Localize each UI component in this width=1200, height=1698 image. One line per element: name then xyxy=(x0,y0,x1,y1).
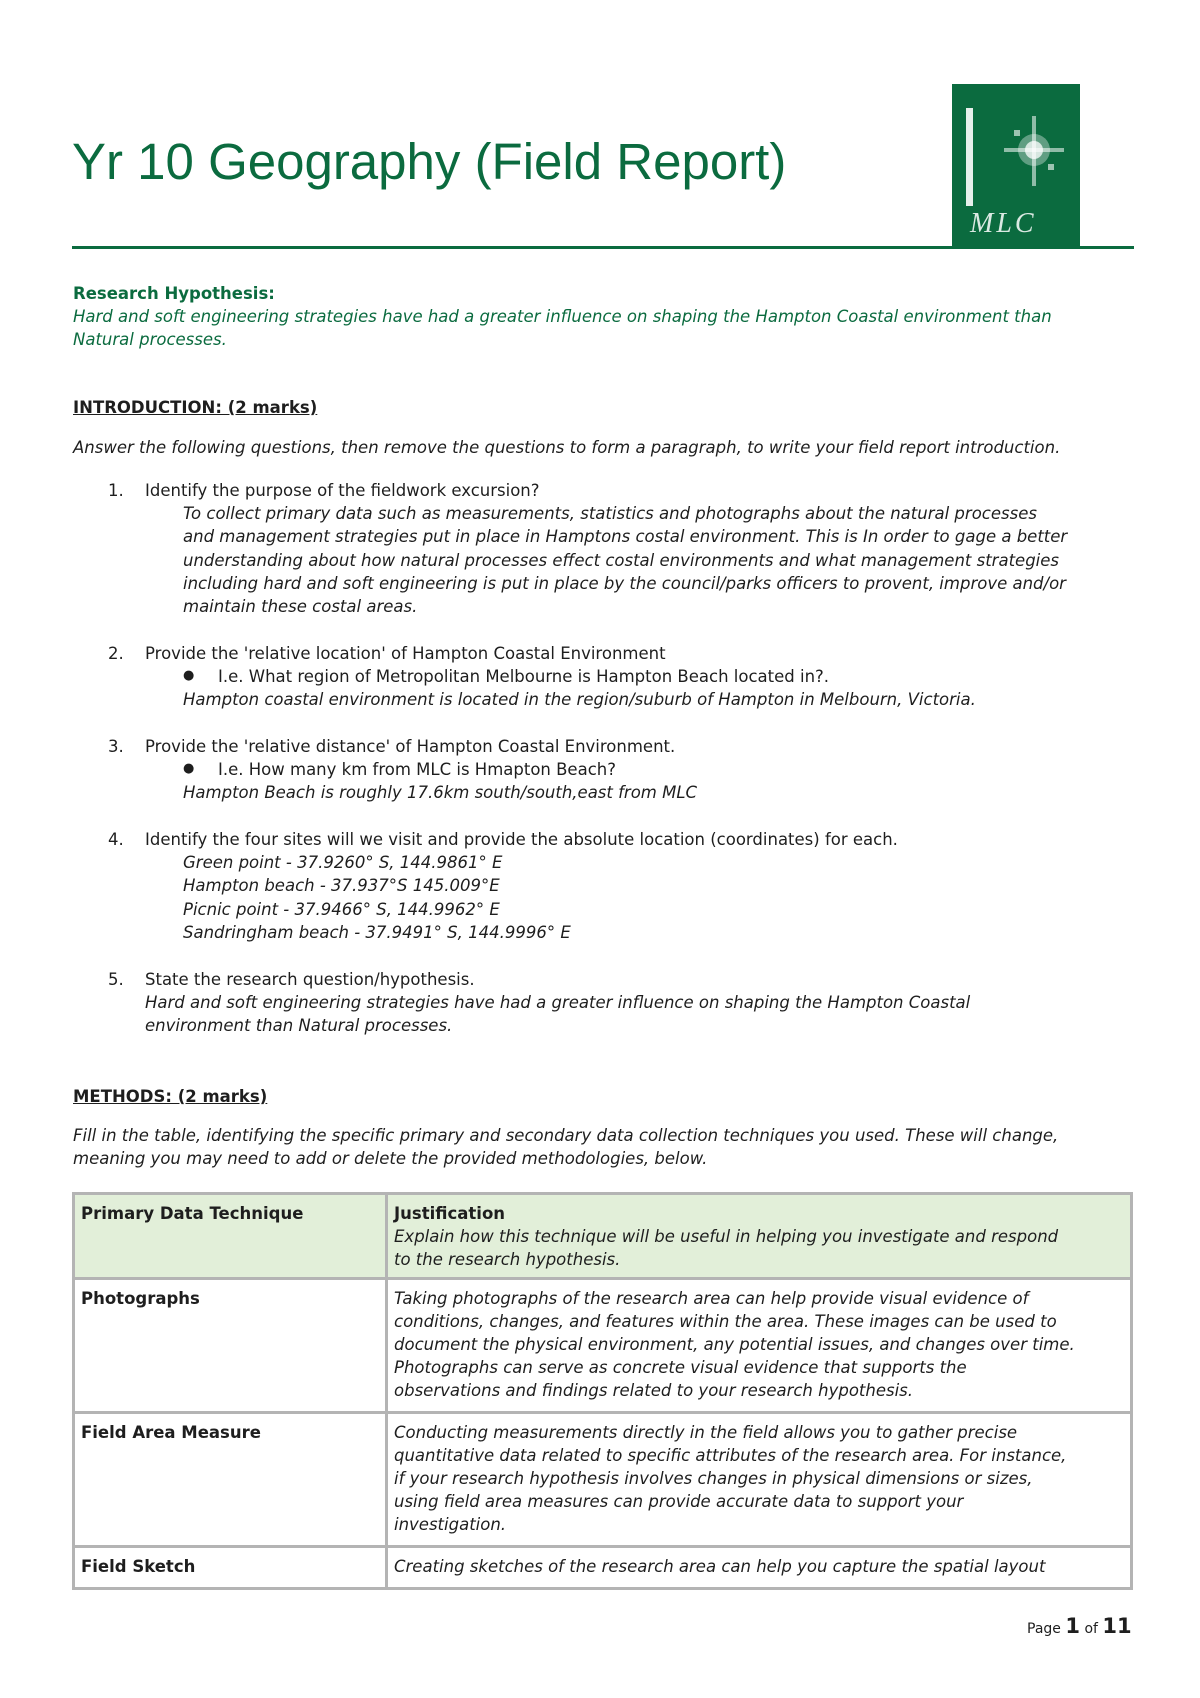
question-number: 2. xyxy=(108,644,124,663)
methods-table xyxy=(72,1192,1133,1590)
site-coordinates: Sandringham beach - 37.9491° S, 144.9996° E xyxy=(183,922,571,942)
question-2: Provide the 'relative location' of Hampton Coastal Environment xyxy=(145,644,666,663)
question-number: 4. xyxy=(108,830,124,849)
technique-cell: Photographs xyxy=(74,1279,387,1413)
answer-3: Hampton Beach is roughly 17.6km south/south,east from MLC xyxy=(183,783,698,802)
answer-1 xyxy=(183,502,1067,618)
mlc-logo-icon xyxy=(952,84,1080,248)
site-coordinates: Green point - 37.9260° S, 144.9861° E xyxy=(183,853,503,872)
justification-header-note: to the research hypothesis. xyxy=(394,1250,621,1269)
logo-text: MLC xyxy=(970,208,1037,239)
justification-line: Photographs can serve as concrete visual evidence that supports the xyxy=(394,1358,967,1377)
site-coordinates: Hampton beach - 37.937°S 145.009°E xyxy=(183,876,500,896)
page-title: Yr 10 Geography (Field Report) xyxy=(72,133,787,190)
answer-5 xyxy=(145,991,970,1038)
of-word: of xyxy=(1084,1621,1098,1637)
header-divider xyxy=(72,246,1134,249)
answer-line: maintain these costal areas. xyxy=(183,597,418,617)
justification-line: Conducting measurements directly in the field allows you to gather precise xyxy=(394,1423,1018,1442)
question-3-hint: I.e. How many km from MLC is Hmapton Beach? xyxy=(218,760,616,779)
justification-line: observations and findings related to your research hypothesis. xyxy=(394,1381,914,1400)
introduction-heading: INTRODUCTION: (2 marks) xyxy=(73,398,318,417)
question-4: Identify the four sites will we visit and provide the absolute location (coordinates) for each. xyxy=(145,830,898,849)
justification-line: investigation. xyxy=(394,1515,507,1534)
answer-line: To collect primary data such as measurements, statistics and photographs about the natural processes xyxy=(183,504,1037,523)
page-counter xyxy=(1027,1614,1132,1638)
introduction-instruction: Answer the following questions, then remove the questions to form a paragraph, to write your field report introduction. xyxy=(73,438,1061,457)
question-1: Identify the purpose of the fieldwork excursion? xyxy=(145,481,540,500)
justification-line: conditions, changes, and features within the area. These images can be used to xyxy=(394,1312,1057,1331)
answer-line: and management strategies put in place in Hamptons costal environment. This is In order to gage a better xyxy=(183,527,1068,547)
justification-line: using field area measures can provide accurate data to support your xyxy=(394,1492,964,1511)
current-page: 1 xyxy=(1065,1614,1080,1638)
justification-line: quantitative data related to specific attributes of the research area. For instance, xyxy=(394,1446,1067,1465)
answer-line: including hard and soft engineering is put in place by the council/parks officers to provent, improve and/or xyxy=(183,573,1066,593)
table-row xyxy=(74,1413,1132,1547)
page-word: Page xyxy=(1027,1621,1061,1637)
table-row xyxy=(74,1279,1132,1413)
answer-4 xyxy=(183,851,571,944)
methods-heading: METHODS: (2 marks) xyxy=(73,1087,268,1106)
technique-cell: Field Sketch xyxy=(74,1547,387,1589)
table-row xyxy=(74,1547,1132,1589)
justification-line: document the physical environment, any potential issues, and changes over time. xyxy=(394,1335,1075,1354)
justification-header-note: Explain how this technique will be useful in helping you investigate and respond xyxy=(394,1227,1059,1246)
justification-line: if your research hypothesis involves changes in physical dimensions or sizes, xyxy=(394,1469,1033,1488)
table-header-row xyxy=(74,1194,1132,1279)
question-number: 5. xyxy=(108,970,124,989)
question-3: Provide the 'relative distance' of Hampton Coastal Environment. xyxy=(145,737,676,756)
bullet-icon: ● xyxy=(183,668,195,683)
bullet-icon: ● xyxy=(183,761,195,776)
column-header-justification xyxy=(387,1194,1132,1279)
justification-cell xyxy=(387,1279,1132,1413)
total-pages: 11 xyxy=(1102,1614,1132,1638)
answer-2: Hampton coastal environment is located in the region/suburb of Hampton in Melbourn, Victoria. xyxy=(183,690,976,709)
answer-line: environment than Natural processes. xyxy=(145,1016,453,1036)
hypothesis-line: Natural processes. xyxy=(73,330,227,349)
justification-line: Taking photographs of the research area can help provide visual evidence of xyxy=(394,1289,1029,1308)
answer-line: Hard and soft engineering strategies have had a greater influence on shaping the Hampton Coastal xyxy=(145,993,971,1012)
hypothesis-line: Hard and soft engineering strategies have had a greater influence on shaping the Hampton Coastal environment than xyxy=(73,307,1052,326)
methods-instruction xyxy=(73,1124,1058,1170)
mlc-logo xyxy=(952,84,1080,248)
question-number: 1. xyxy=(108,481,124,500)
justification-cell xyxy=(387,1547,1132,1589)
column-header-technique: Primary Data Technique xyxy=(74,1194,387,1279)
instruction-line: meaning you may need to add or delete the provided methodologies, below. xyxy=(73,1149,708,1168)
site-coordinates: Picnic point - 37.9466° S, 144.9962° E xyxy=(183,899,500,919)
question-number: 3. xyxy=(108,737,124,756)
justification-header-label: Justification xyxy=(394,1204,506,1223)
justification-line: Creating sketches of the research area can help you capture the spatial layout xyxy=(394,1557,1046,1576)
technique-cell: Field Area Measure xyxy=(74,1413,387,1547)
question-5: State the research question/hypothesis. xyxy=(145,970,475,989)
answer-line: understanding about how natural processes effect costal environments and what management strategies xyxy=(183,550,1059,570)
hypothesis-label: Research Hypothesis: xyxy=(73,284,275,303)
question-2-hint: I.e. What region of Metropolitan Melbourne is Hampton Beach located in?. xyxy=(218,667,830,686)
hypothesis-text xyxy=(73,305,1052,351)
instruction-line: Fill in the table, identifying the specific primary and secondary data collection techniques you used. These will change, xyxy=(73,1126,1059,1145)
justification-cell xyxy=(387,1413,1132,1547)
